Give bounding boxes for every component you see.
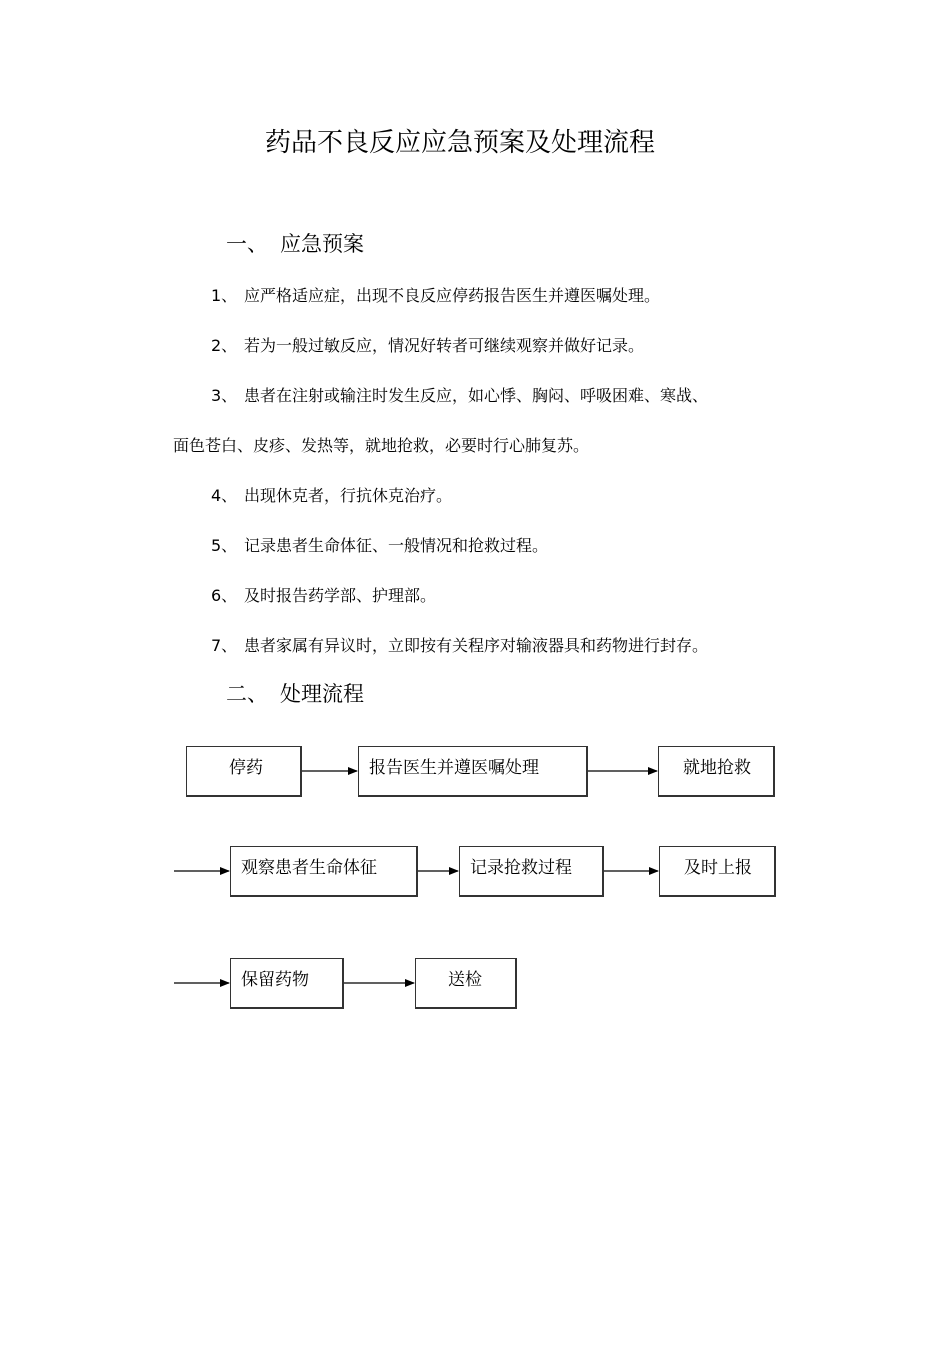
plan-item-3-continuation: 面色苍白、皮疹、发热等，就地抢救，必要时行心肺复苏。 [173,436,590,455]
item-text: 患者在注射或输注时发生反应，如心悸、胸闷、呼吸困难、寒战、 [244,386,709,405]
item-number: 5、 [211,536,238,555]
item-number: 2、 [211,336,238,355]
flow-step-report-timely: 及时上报 [659,846,776,897]
flow-step-report-doctor: 报告医生并遵医嘱处理 [358,746,588,797]
section-number: 一、 [226,232,268,256]
flow-step-observe-vitals: 观察患者生命体征 [230,846,418,897]
item-number: 6、 [211,586,238,605]
flow-step-record-rescue: 记录抢救过程 [459,846,604,897]
section-title: 处理流程 [280,682,364,706]
section-title: 应急预案 [280,232,364,256]
flow-step-send-inspection: 送检 [415,958,517,1009]
item-text: 若为一般过敏反应，情况好转者可继续观察并做好记录。 [244,336,645,355]
item-text: 出现休克者，行抗休克治疗。 [244,486,453,505]
flow-step-retain-drug: 保留药物 [230,958,344,1009]
section-number: 二、 [226,682,268,706]
item-number: 3、 [211,386,238,405]
item-text: 及时报告药学部、护理部。 [244,586,437,605]
item-number: 7、 [211,636,238,655]
flow-step-rescue: 就地抢救 [658,746,775,797]
item-text: 应严格适应症，出现不良反应停药报告医生并遵医嘱处理。 [244,286,661,305]
item-text: 患者家属有异议时，立即按有关程序对输液器具和药物进行封存。 [244,636,709,655]
flow-step-stop-drug: 停药 [186,746,302,797]
page-title: 药品不良反应应急预案及处理流程 [264,128,655,158]
item-text: 记录患者生命体征、一般情况和抢救过程。 [244,536,549,555]
item-number: 1、 [211,286,238,305]
item-number: 4、 [211,486,238,505]
